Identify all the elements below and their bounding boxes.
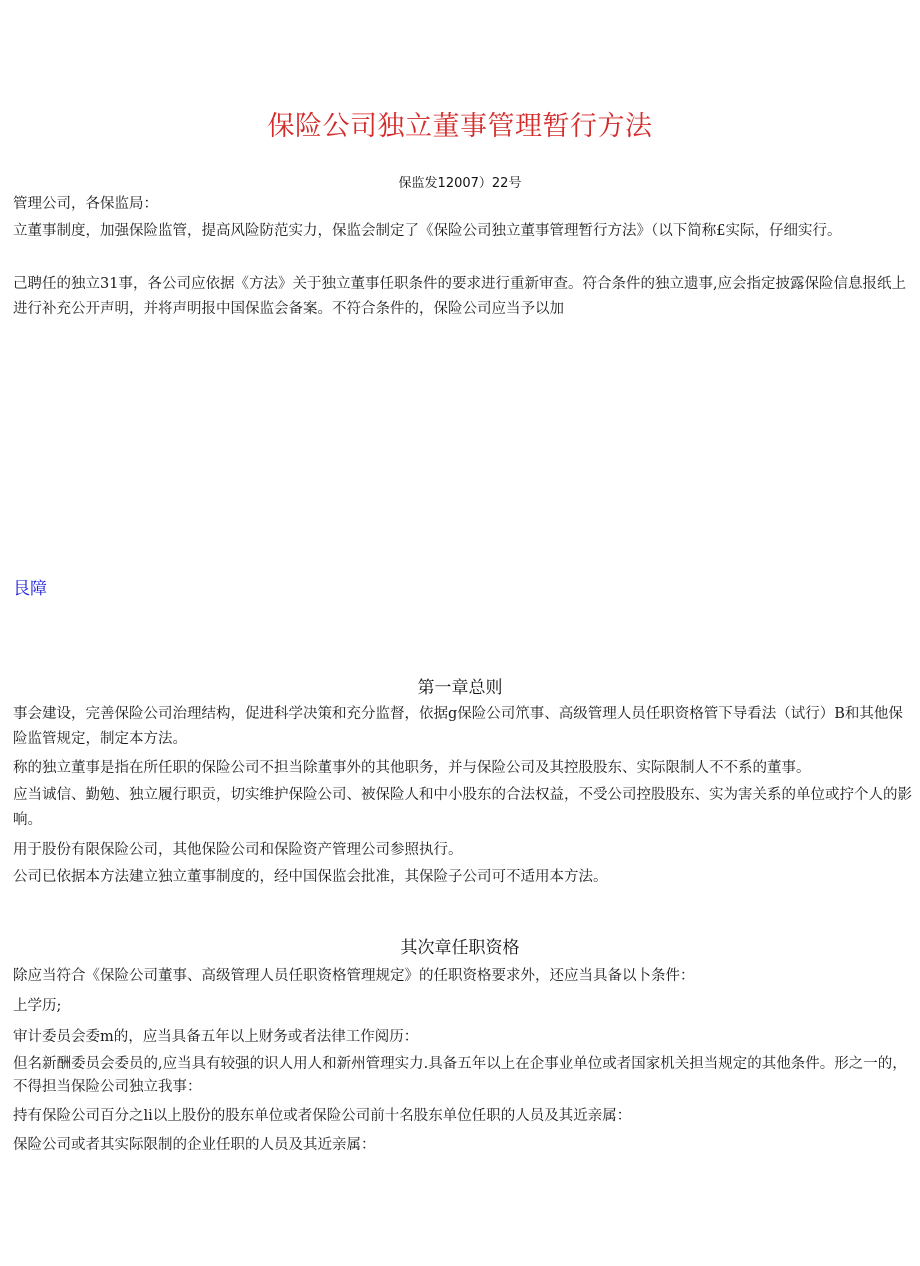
intro-paragraph-2: 己聘任的独立31事，各公司应依据《方法》关于独立董事任职条件的要求进行重新审查。符合条件的独立遗事,应会指定披露保险信息报纸上进行补充公开声明，并将声明报中国保监会备案。不符合条件的，保险公司应当予以加	[13, 276, 907, 317]
chapter-2-paragraph-5: 持有保险公司百分之li以上股份的股东单位或者保险公司前十名股东单位任职的人员及其近亲属：	[13, 1108, 632, 1124]
chapter-2-paragraph-2: 上学历;	[13, 998, 62, 1014]
document-number: 保监发12007）22号	[398, 176, 522, 191]
chapter-2-paragraph-3: 审计委员会委m的，应当具备五年以上财务或者法律工作阅历：	[13, 1029, 419, 1045]
chapter-1-paragraph-4: 用于股份有限保险公司，其他保险公司和保险资产管理公司参照执行。	[13, 842, 463, 858]
chapter-1-paragraph-2: 称的独立董事是指在所任职的保险公司不担当除董事外的其他职务，并与保险公司及其控股股东、实际限制人不不系的董事。	[13, 760, 811, 776]
chapter-1-paragraph-1: 事会建设，完善保险公司治理结构，促进科学决策和充分监督，依据g保险公司笊事、高级管理人员任职资格管下导看法（试行）B和其他保险监管规定，制定本方法。	[13, 706, 903, 747]
chapter-2-paragraph-4: 但名新酬委员会委员的,应当具有较强的识人用人和新州管理实力.具备五年以上在企事业单位或者国家机关担当规定的其他条件。形之一的，不得担当保险公司独立我事：	[13, 1056, 907, 1095]
chapter-1-paragraph-3: 应当诚信、勤勉、独立履行职贡，切实维护保险公司、被保险人和中小股东的合法权益，不受公司控股股东、实为害关系的单位或拧个人的影响。	[13, 787, 912, 828]
chapter-1-heading: 第一章总则	[417, 678, 503, 698]
document-title: 保险公司独立董事管理暂行方法	[267, 111, 653, 142]
intro-paragraph-1: 立董事制度，加强保险监管，提高风险防范实力，保监会制定了《保险公司独立董事管理暂行方法》（以下简称£实际，仔细实行。	[13, 223, 842, 239]
chapter-2-paragraph-1: 除应当符合《保险公司董事、高级管理人员任职资格管理规定》的任职资格要求外，还应当具备以卜条件：	[13, 968, 695, 984]
intro-salutation: 管理公司，各保监局：	[13, 196, 158, 212]
chapter-1-paragraph-5: 公司已依据本方法建立独立董事制度的，经中国保监会批准，其保险子公司可不适用本方法。	[13, 869, 608, 885]
chapter-2-heading: 其次章任职资格	[400, 938, 520, 958]
blue-heading-mark: 艮障	[13, 579, 47, 599]
chapter-2-paragraph-6: 保险公司或者其实际限制的企业任职的人员及其近亲属：	[13, 1137, 376, 1153]
